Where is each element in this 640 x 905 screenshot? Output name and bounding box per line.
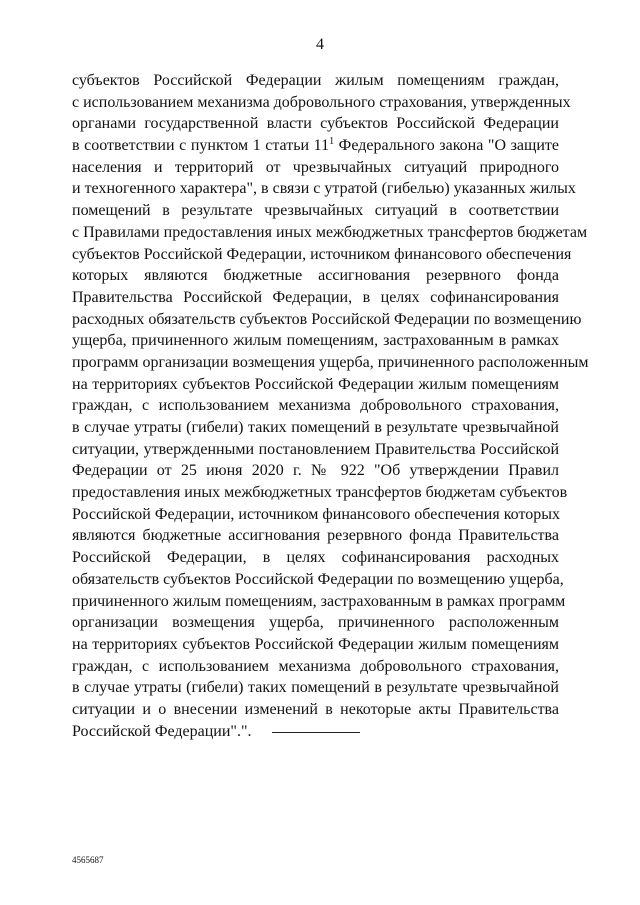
document-body [72,70,589,742]
text-line: в случае утраты (гибели) таких помещений в результате чрезвычайной [72,419,559,436]
text-line: субъектов Российской Федерации жилым помещениям граждан, [72,72,559,89]
document-code: 4565687 [72,855,104,865]
text-line: с использованием механизма добровольного страхования, утвержденных [72,93,571,111]
text-line: Российской Федерации, источником финансового обеспечения которых [72,505,560,523]
text-line: населения и территорий от чрезвычайных ситуаций природного [72,158,559,176]
text-line: в случае утраты (гибели) таких помещений в результате чрезвычайной [72,679,559,697]
text-line-part: в соответствии с пунктом 1 статьи 11 [72,137,330,155]
text-line-part: Федерального закона "О защите [334,137,559,155]
text-line: граждан, с использованием механизма добровольного страхования, [72,397,559,415]
text-line: которых являются бюджетные ассигнования резервного фонда [72,267,559,285]
text-line: ущерба, причиненного жилым помещениям, застрахованным в рамках [72,332,559,350]
text-line-with-footnote [72,135,559,157]
text-line-last: Российской Федерации".". [72,722,252,740]
footnote-superscript: 1 [329,136,335,148]
text-line: расходных обязательств субъектов Российской Федерации по возмещению [72,310,582,328]
text-line: ситуации, утвержденными постановлением Правительства Российской [72,440,559,458]
text-line: граждан, с использованием механизма добровольного страхования, [72,657,559,675]
page-number: 4 [316,36,324,53]
text-line: Российской Федерации, в целях софинансирования расходных [72,549,559,567]
text-line: причиненного жилым помещениям, застрахованным в рамках программ [72,592,566,610]
text-line: Федерации от 25 июня 2020 г. № 922 "Об утверждении Правил [72,462,559,480]
text-line: субъектов Российской Федерации, источником финансового обеспечения [72,245,572,263]
text-line: на территориях субъектов Российской Федерации жилым помещениям [72,635,559,653]
text-line: органами государственной власти субъектов Российской Федерации [72,115,559,133]
text-line: с Правилами предоставления иных межбюджетных трансфертов бюджетам [72,223,588,241]
text-line: Правительства Российской Федерации, в целях софинансирования [72,288,559,306]
text-line: помещений в результате чрезвычайных ситуаций в соответствии [72,202,559,220]
text-line: программ организации возмещения ущерба, причиненного расположенным [72,353,589,371]
text-line: и техногенного характера", в связи с утратой (гибелью) указанных жилых [72,180,576,198]
text-line: предоставления иных межбюджетных трансфертов бюджетам субъектов [72,484,568,502]
text-line: являются бюджетные ассигнования резервного фонда Правительства [72,527,559,545]
text-line: обязательств субъектов Российской Федерации по возмещению ущерба, [72,570,564,588]
end-separator-line [272,732,360,733]
text-line: на территориях субъектов Российской Федерации жилым помещениям [72,375,559,393]
text-line: ситуации и о внесении изменений в некоторые акты Правительства [72,700,559,718]
text-line: организации возмещения ущерба, причиненного расположенным [72,614,559,632]
